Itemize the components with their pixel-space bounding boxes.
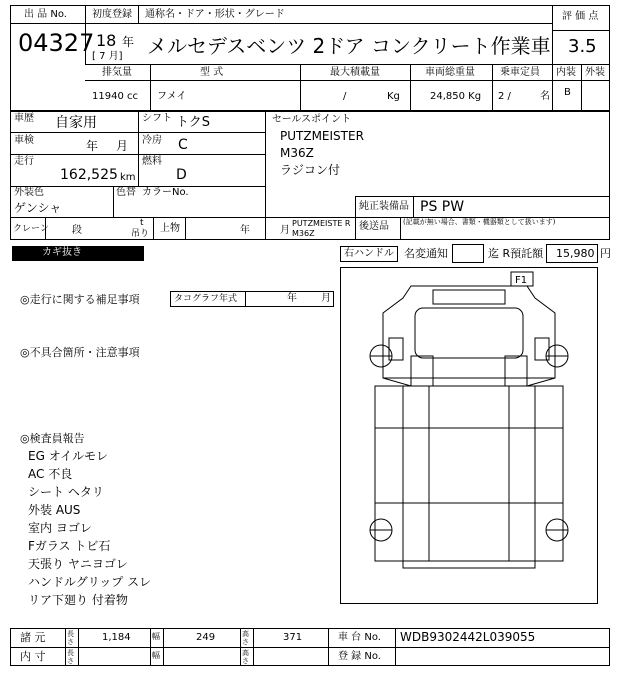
crane-steps: 段 [72,225,82,236]
exterior-label: 外装 [585,67,605,78]
fuel-label: 燃料 [142,156,162,167]
mileage-unit: km [120,172,136,183]
model-label: 型 式 [200,67,224,78]
mirror-left [389,338,403,360]
max-load-value: / [343,91,347,102]
deposit-value: 15,980 [556,247,595,260]
crane-hoist: 吊り [131,229,150,239]
history-label: 車歴 [14,113,34,124]
inspector-notes [28,447,151,609]
ac-label: 冷房 [142,135,162,146]
running-notes-label: ◎走行に関する補足事項 [20,293,140,306]
height-value: 371 [283,632,303,643]
f1-marker: F1 [515,275,528,286]
crane-label: クレーン [13,224,49,234]
inner-width-label: 幅 [152,651,160,660]
inspector-note: 外装 AUS [28,503,81,517]
inspection-year: 年 [86,139,99,153]
sales-point-label: セールスポイント [272,114,352,125]
overall-grade: 3.5 [568,36,597,57]
lot-number: 04327 [18,29,95,57]
reg-month: [ 7 月] [92,51,123,62]
rhd-label: 右ハンドル [344,248,394,259]
max-load-unit: Kg [387,91,400,102]
mileage-label: 走行 [14,156,34,167]
door-left [411,356,433,386]
sales-point-3: ラジコン付 [280,163,341,177]
ac-value: C [178,137,188,153]
retrofit-note: (記載が無い場合、書類・機器類として扱います) [403,218,556,226]
shift-value: トクS [176,115,210,130]
total-weight: 24,850 Kg [430,91,482,102]
tacho-month: 月 [321,293,331,304]
car-name: メルセデスベンツ 2ドア コンクリート作業車 [147,34,551,58]
dims-label: 諸 元 [20,631,46,644]
upper-maker: PUTZMEISTE R M36Z [292,219,351,238]
interior-size-label: 内 寸 [20,650,46,663]
inspector-note: Fガラス トビ石 [28,539,111,553]
ext-color-label: 外装色 [14,187,44,198]
inspector-note: ハンドルグリップ スレ [28,575,152,589]
length-label: 長さ [67,630,74,646]
tacho-label: タコグラフ年式 [174,294,238,304]
mileage-value: 162,525 [60,167,118,183]
retrofit-label: 後送品 [359,221,389,232]
capacity-unit: 名 [540,91,550,102]
capacity-label: 乗車定員 [500,67,540,78]
sales-point-1: PUTZMEISTER [280,129,364,143]
width-label: 幅 [152,632,160,641]
key-removed-bar [12,246,144,261]
deposit-unit: 円 [600,247,611,260]
color-no-label: カラーNo. [142,187,189,198]
first-reg-label: 初度登録 [92,9,132,20]
cab-outline [383,286,555,378]
inspector-note: リア下廻り 付着物 [28,593,128,607]
reg-year-unit: 年 [122,35,135,49]
door-right [505,356,527,386]
interior-label: 内装 [556,67,576,78]
height-label: 高さ [242,630,249,646]
upper-year: 年 [240,225,250,236]
equipment-value: PS PW [420,199,465,215]
car-desc-label: 通称名・ドア・形状・グレード [145,9,285,20]
tacho-year: 年 [287,293,297,304]
displacement: 11940 cc [92,91,138,102]
vehicle-diagram-frame [340,267,598,604]
color-change-label: 色替 [116,187,136,198]
windshield [415,308,523,358]
deposit-label: 迄 R預託額 [488,247,544,260]
rear-bumper [403,561,535,568]
title-change-box [452,244,484,263]
inspector-note: 天張り ヤニヨゴレ [28,557,128,571]
title-change-label: 名変通知 [404,247,448,260]
defects-label: ◎不具合箇所・注意事項 [20,346,140,359]
body-outline [403,386,535,561]
inspector-note: シート ヘタリ [28,485,104,499]
inspector-label: ◎検査員報告 [20,432,85,445]
inspector-note: EG オイルモレ [28,449,109,463]
reg-year: 18 [96,31,117,50]
side-right [535,386,563,561]
shift-label: シフト [142,113,172,124]
chassis-value: WDB9302442L039055 [400,630,536,644]
grade-label: 評 価 点 [562,11,599,22]
chassis-label: 車 台 No. [338,632,381,643]
ext-color-value: ゲンシャ [14,201,62,215]
mirror-right [535,338,549,360]
upper-label: 上物 [160,223,180,234]
inspector-note: 室内 ヨゴレ [28,521,92,535]
total-weight-label: 車両総重量 [425,67,475,78]
capacity-value: 2 / [498,91,511,102]
lot-label: 出 品 No. [24,9,67,20]
fuel-value: D [176,167,187,183]
inspector-note: AC 不良 [28,467,73,481]
disp-label: 排気量 [102,67,132,78]
inspection-label: 車検 [14,135,34,146]
side-left [375,386,403,561]
model-code: フメイ [157,91,187,102]
inner-length-label: 長さ [67,649,74,665]
cab-top-panel [433,290,505,304]
width-value: 249 [196,632,216,643]
sales-point-2: M36Z [280,146,314,160]
reg-no-label: 登 録 No. [338,651,381,662]
max-load-label: 最大積載量 [330,67,380,78]
inspection-month: 月 [116,139,129,153]
history-value: 自家用 [55,115,97,131]
truck-diagram [341,268,597,603]
length-value: 1,184 [102,632,131,643]
inner-height-label: 高さ [242,649,249,665]
key-removed-label: カギ抜き [42,247,82,258]
equipment-label: 純正装備品 [359,201,409,212]
upper-month: 月 [280,225,290,236]
interior-grade: B [564,87,571,98]
crane-t: t [140,218,144,228]
